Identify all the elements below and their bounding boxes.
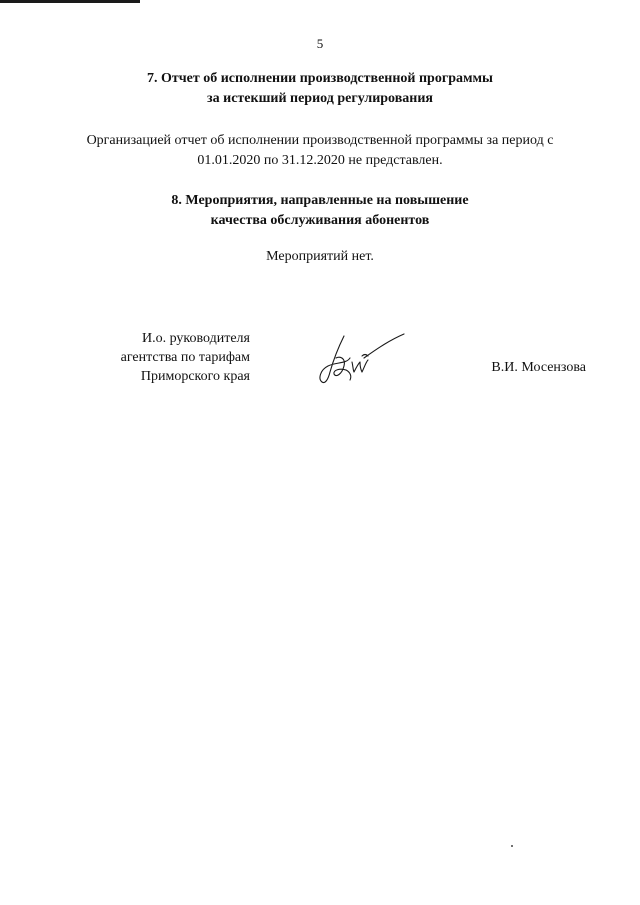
section-8-heading-line-1: 8. Мероприятия, направленные на повышение <box>171 193 469 208</box>
handwritten-signature-icon <box>306 328 410 388</box>
section-8-heading-line-2: качества обслуживания абонентов <box>210 213 430 228</box>
section-7-heading-line-2: за истекший период регулирования <box>207 91 433 106</box>
signer-position-line-2: агентства по тарифам <box>120 350 250 365</box>
section-8-heading <box>0 191 640 231</box>
page-number: 5 <box>316 36 324 51</box>
scan-edge-mark <box>0 0 140 3</box>
section-7-text-line-1: Организацией отчет об исполнении производственной программы за период с <box>86 133 554 148</box>
signer-position-line-1: И.о. руководителя <box>141 331 250 346</box>
section-8-text <box>0 247 640 267</box>
signer-position-line-3: Приморского края <box>140 369 250 384</box>
scan-speck <box>511 845 513 847</box>
signer-position <box>60 329 250 386</box>
signer-name: В.И. Мосензова <box>491 360 586 375</box>
section-7-heading <box>0 69 640 109</box>
section-7-heading-line-1: 7. Отчет об исполнении производственной программы <box>146 71 493 86</box>
section-7-text <box>0 131 640 171</box>
section-7-text-line-2: 01.01.2020 по 31.12.2020 не представлен. <box>197 153 443 168</box>
section-8-text-line: Мероприятий нет. <box>266 249 374 264</box>
